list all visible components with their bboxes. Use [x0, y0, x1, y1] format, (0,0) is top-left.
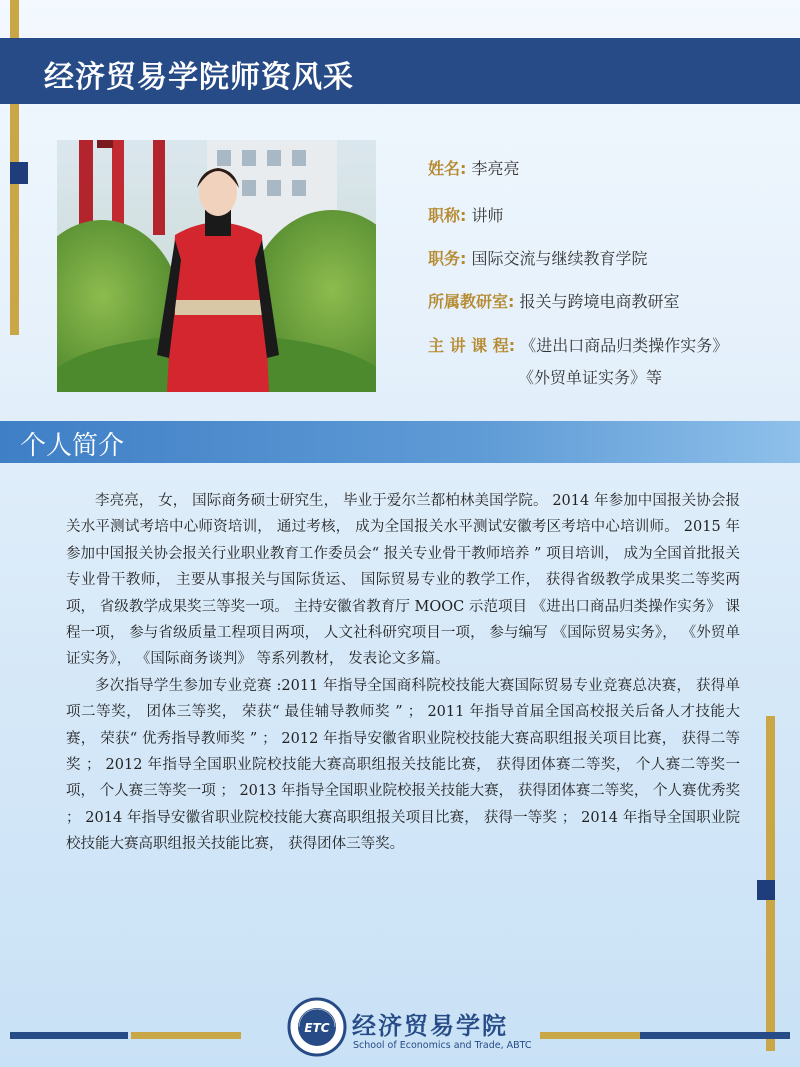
- name-label: 姓名:: [428, 159, 467, 178]
- footer-gold-line-left: [131, 1032, 241, 1039]
- footer-navy-line-right: [640, 1032, 790, 1039]
- school-logo-icon: [287, 997, 347, 1057]
- profile-course-row: [428, 333, 728, 356]
- profile-dept-row: [428, 289, 680, 312]
- dept-label: 所属教研室:: [428, 292, 515, 311]
- bio-paragraph-1: 李亮亮， 女， 国际商务硕士研究生， 毕业于爱尔兰都柏林美国学院。 2014 年参加中国报关协会报关水平测试考培中心师资培训， 通过考核， 成为全国报关水平测试安徽考区考培中心培训师。 2015 年参加中国报关协会报关行业职业教育工作委员会“ 报关专业骨干教师培养 ” 项目培训， 成为全国首批报关专业骨干教师， 主要从事报关与国际货运、 国际贸易专业的教学工作， 获得省级教学成果奖二等奖两项， 省级教学成果奖三等奖一项。 主持安徽省教育厅 MOOC 示范项目 《进出口商品归类操作实务》 课程一项， 参与省级质量工程项目两项， 人文社科研究项目一项， 参与编写 《国际贸易实务》， 《外贸单证实务》， 《国际商务谈判》 等系列教材， 发表论文多篇。: [66, 493, 740, 668]
- course-value-2: 《外贸单证实务》等: [518, 368, 663, 387]
- footer-school-name-en: School of Economics and Trade, ABTC: [353, 1040, 532, 1051]
- profile-course-row-2: [518, 365, 662, 388]
- section-title: 个人简介: [20, 431, 125, 461]
- dept-value: 报关与跨境电商教研室: [519, 292, 680, 311]
- profile-title-row: [428, 203, 504, 226]
- section-header-bar: [0, 421, 800, 463]
- footer-school-name: 经济贸易学院: [352, 1012, 508, 1040]
- biography: [66, 488, 740, 858]
- bio-paragraph-2: 多次指导学生参加专业竞赛 :2011 年指导全国商科院校技能大赛国际贸易专业竞赛总决赛， 获得单项二等奖， 团体三等奖， 荣获“ 最佳辅导教师奖 ” ； 2011 年指导首届全国高校报关后备人才技能大赛， 荣获“ 优秀指导教师奖 ” ； 2012 年指导安徽省职业院校技能大赛高职组报关项目比赛， 获得二等奖 ； 2012 年指导全国职业院校技能大赛高职组报关技能比赛， 获得团体赛二等奖， 个人赛二等奖一项， 个人赛三等奖一项 ； 2013 年指导全国职业院校报关技能大赛， 获得团体赛二等奖， 个人赛优秀奖 ； 2014 年指导安徽省职业院校技能大赛高职组报关项目比赛， 获得一等奖 ； 2014 年指导全国职业院校技能大赛高职组报关技能比赛， 获得团体三等奖。: [66, 677, 740, 853]
- page-title: 经济贸易学院师资风采: [44, 60, 354, 95]
- profile-name-row: [428, 156, 520, 179]
- decorative-blue-square-left: [10, 162, 28, 184]
- decorative-blue-square-right: [757, 880, 775, 900]
- course-label: 主 讲 课 程:: [428, 336, 516, 355]
- logo-mark: ETC: [304, 1021, 330, 1035]
- title-value: 讲师: [471, 206, 504, 225]
- title-banner: [0, 38, 800, 104]
- name-value: 李亮亮: [471, 159, 520, 178]
- title-label: 职称:: [428, 206, 467, 225]
- footer-gold-line-right: [540, 1032, 650, 1039]
- post-label: 职务:: [428, 249, 467, 268]
- post-value: 国际交流与继续教育学院: [471, 249, 648, 268]
- profile-post-row: [428, 246, 648, 269]
- teacher-photo: [57, 140, 376, 392]
- footer-navy-line-left: [10, 1032, 128, 1039]
- course-value-1: 《进出口商品归类操作实务》: [520, 336, 729, 355]
